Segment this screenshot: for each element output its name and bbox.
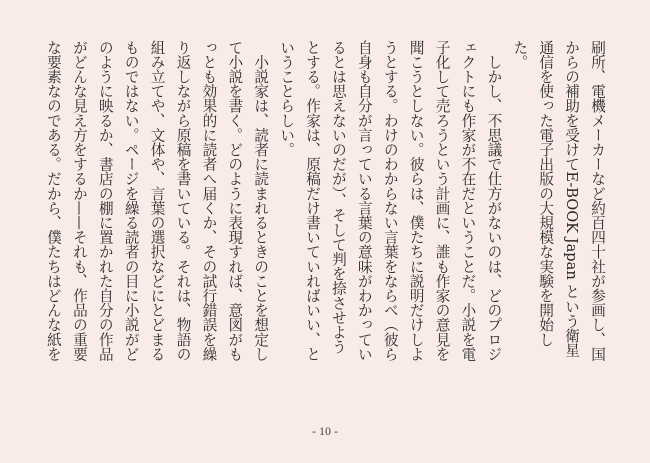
paragraph-3: 小説家は、読者に読まれるときのことを想定し て小説を書く。どのように表現すれば、意図がも っとも効果的に読者へ届くか、その試行錯誤を繰 り返しながら原稿を書いている。それは、物語の 組み立てや、文体や、言葉の選択などにとどまる ものではない。ページを繰る読者の目に小説がど のように映るか、書店の棚に置かれた自分の作品 がどんな見え方をするか——それも、作品の重要 な要素なのである。だから、僕たちはどんな紙を — [44, 40, 270, 362]
paragraph-2: しかし、不思議で仕方がないのは、どのプロジ ェクトにも作家が不在だということだ。小説を電 子化して売ろうという計画に、誰も作家の意見を 聞こうとしない。彼らは、僕たちに説明だけしよ うとする。わけのわからない言葉をならべ（彼ら 自身も自分が言っている言葉の意味がわかってい るとは思えないのだが）、そして判を捺させよう とする。作家は、原稿だけ書いていればいい、と いうことらしい。 — [278, 40, 503, 362]
page-number: - 10 - — [312, 424, 338, 438]
body-text — [30, 40, 610, 410]
paragraph-1: 刷所、電機メーカーなど約百四十社が参画し、国 からの補助を受けてE-BOOK Japan という衛星 通信を使った電子出版の大規模な実験を開始し た。 — [511, 40, 606, 362]
